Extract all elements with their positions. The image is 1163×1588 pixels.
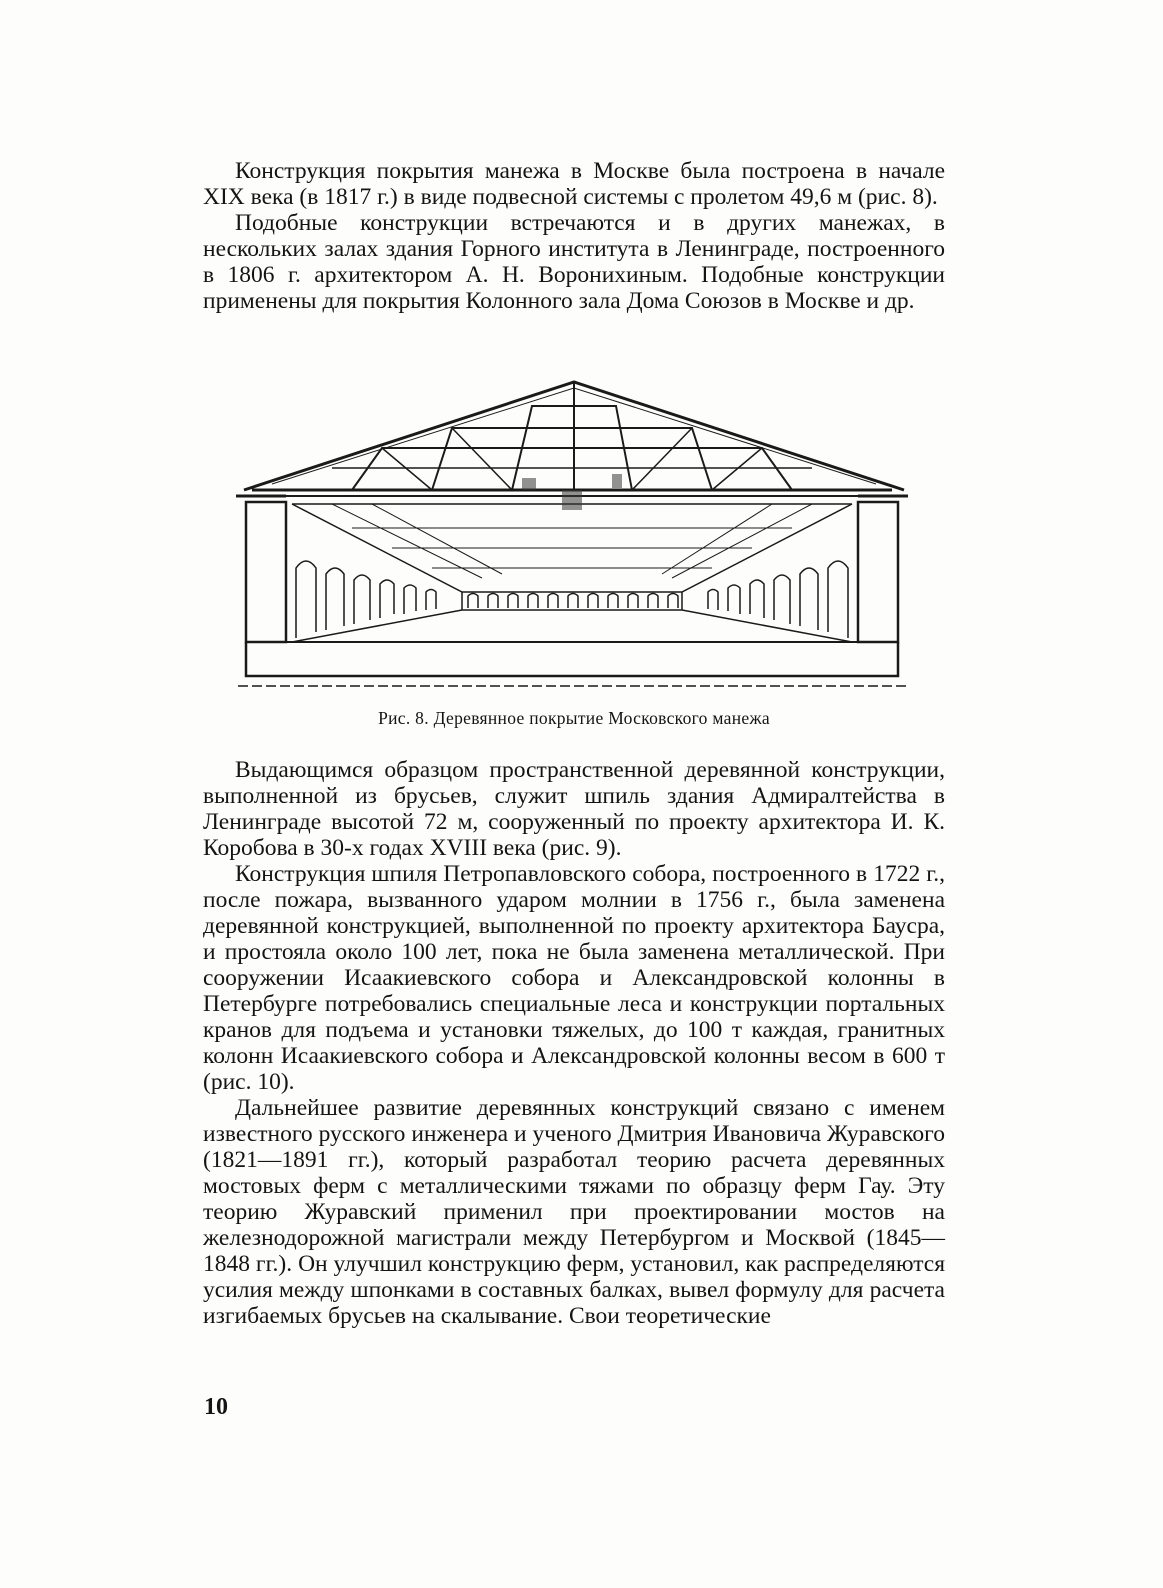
paragraph: Конструкция покрытия манежа в Москве была построена в начале XIX века (в 1817 г.) в виде подвесной системы с пролетом 49,6 м (рис. 8).	[203, 158, 945, 210]
figure-caption: Рис. 8. Деревянное покрытие Московского манежа	[378, 708, 770, 728]
bottom-text-block	[203, 757, 945, 1329]
top-text-block	[203, 158, 945, 314]
page-number: 10	[204, 1394, 228, 1420]
roof-truss-drawing	[232, 378, 912, 690]
paragraph: Подобные конструкции встречаются и в других манежах, в нескольких залах здания Горного института в Ленинграде, построенного в 1806 г. архитектором А. Н. Воронихиным. Подобные конструкции применены для покрытия Колонного зала Дома Союзов в Москве и др.	[203, 210, 945, 314]
manege-roof-illustration	[232, 378, 912, 690]
paragraph: Дальнейшее развитие деревянных конструкций связано с именем известного русского инженера и ученого Дмитрия Ивановича Журавского (1821—1891 гг.), который разработал теорию расчета деревянных мостовых ферм с металлическими тяжами по образцу ферм Гау. Эту теорию Журавский применил при проектировании мостов на железнодорожной магистрали между Петербургом и Москвой (1845—1848 гг.). Он улучшил конструкцию ферм, установил, как распределяются усилия между шпонками в составных балках, вывел формулу для расчета изгибаемых брусьев на скалывание. Свои теоретические	[203, 1095, 945, 1329]
paragraph: Конструкция шпиля Петропавловского собора, построенного в 1722 г., после пожара, вызванного ударом молнии в 1756 г., была заменена деревянной конструкцией, выполненной по проекту архитектора Баусра, и простояла около 100 лет, пока не была заменена металлической. При сооружении Исаакиевского собора и Александровской колонны в Петербурге потребовались специальные леса и конструкции портальных кранов для подъема и установки тяжелых, до 100 т каждая, гранитных колонн Исаакиевского собора и Александровской колонны весом в 600 т (рис. 10).	[203, 861, 945, 1095]
paragraph: Выдающимся образцом пространственной деревянной конструкции, выполненной из брусьев, служит шпиль здания Адмиралтейства в Ленинграде высотой 72 м, сооруженный по проекту архитектора И. К. Коробова в 30-х годах XVIII века (рис. 9).	[203, 757, 945, 861]
